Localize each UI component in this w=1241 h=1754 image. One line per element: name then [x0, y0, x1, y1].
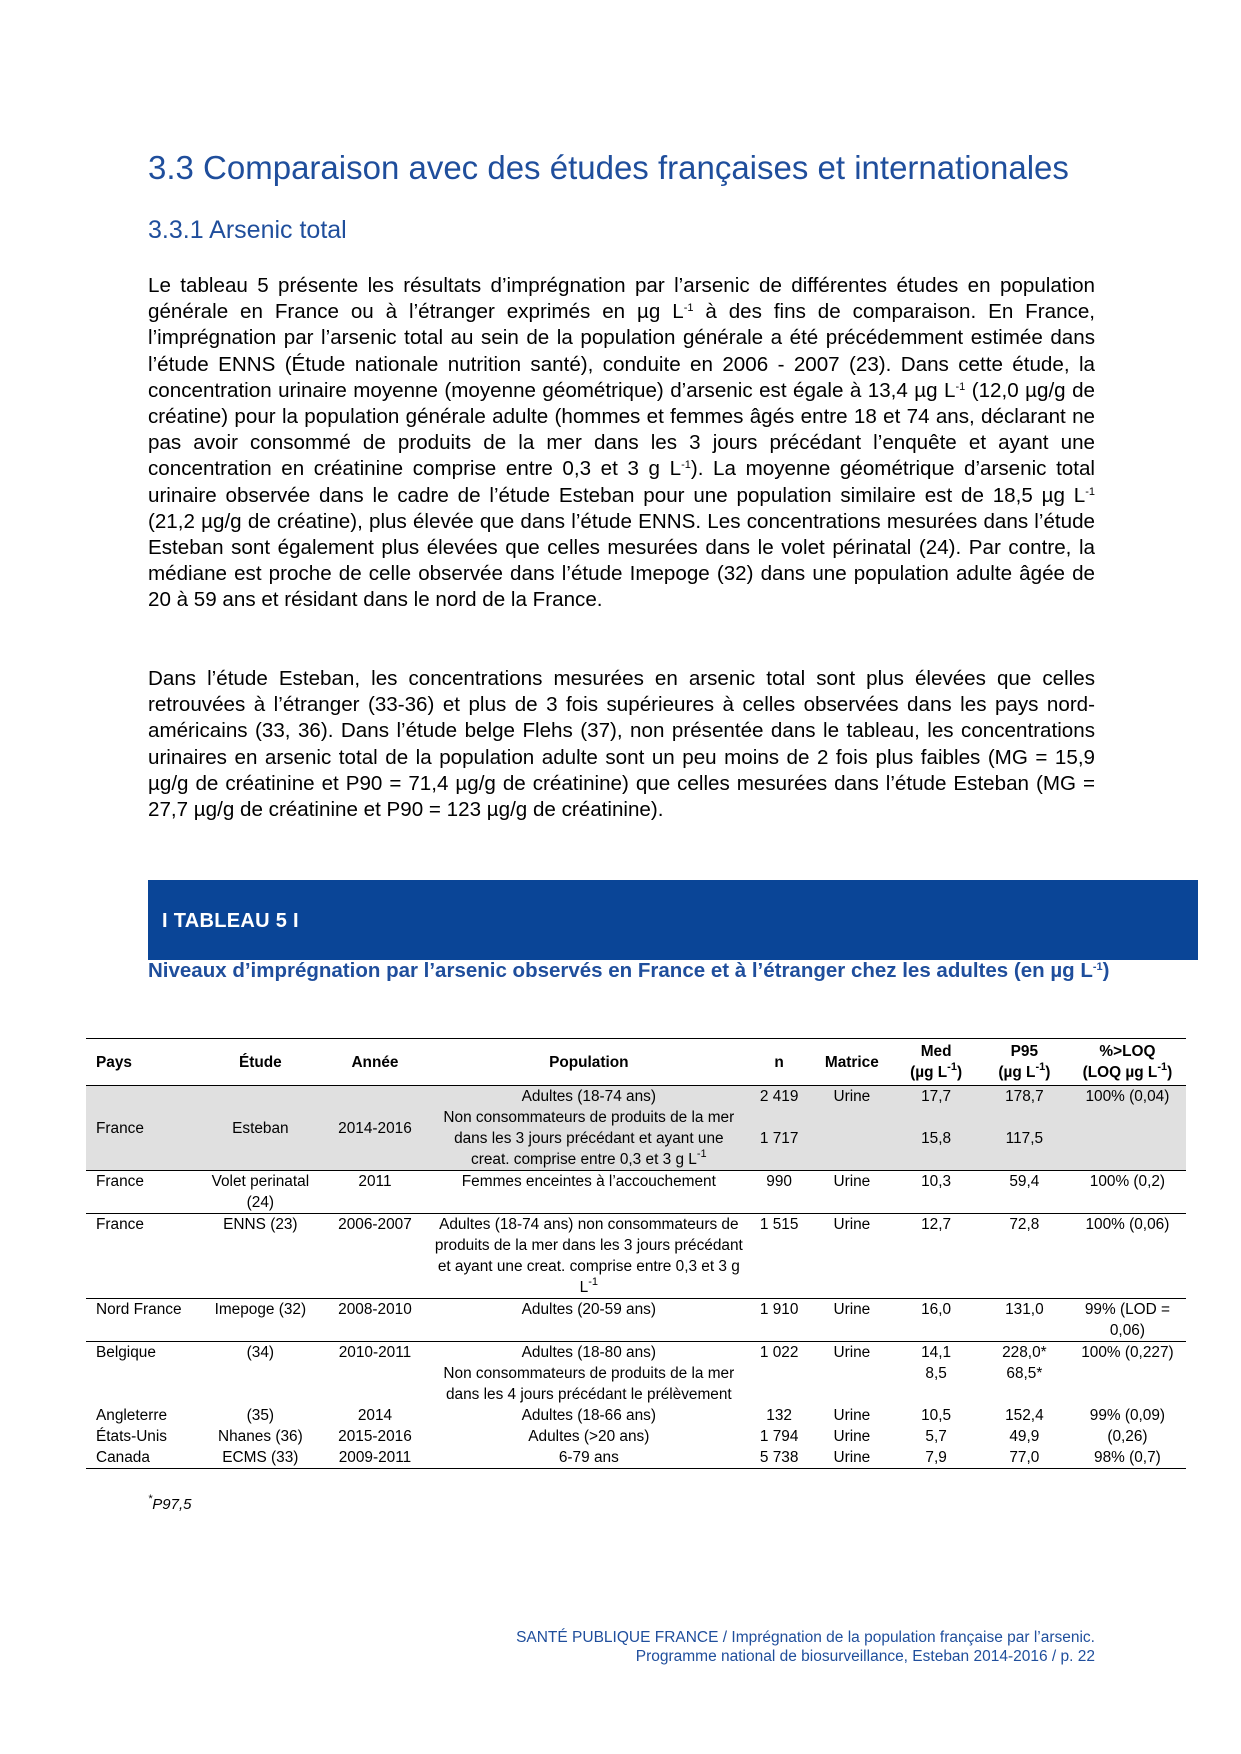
table-row [86, 1299, 1186, 1342]
table-row [86, 1447, 1186, 1469]
cell-matrice: Urine [811, 1447, 892, 1469]
cell-loq: 100% (0,04) [1069, 1086, 1186, 1108]
page-footer [516, 1628, 1095, 1666]
cell-loq: 100% (0,227) [1069, 1342, 1186, 1406]
loq-unit: (LOQ µg L [1082, 1064, 1158, 1081]
p95-unit: (µg L [998, 1064, 1036, 1081]
p1-text-2: à des fins de comparaison. En France, l’imprégnation par l’arsenic total au sein de la population générale a été précédemment estimée dans l’étude ENNS (Étude nationale nutrition santé), conduite en 2006 - 2007 (23). Dans cette étude, la concentration urinaire moyenne (moyenne géométrique) d’arsenic est égale à 13,4 µg L [148, 300, 1095, 402]
cell-annee: 2014 [357, 1407, 393, 1424]
cell-loq: 99% (0,09) [1089, 1407, 1166, 1424]
table-header-row [86, 1039, 1186, 1086]
cell-med: 17,7 [892, 1086, 980, 1108]
cell-p95: 131,0 [980, 1299, 1069, 1342]
cell-annee: 2009-2011 [319, 1447, 431, 1469]
cell-annee: 2015-2016 [338, 1428, 412, 1445]
cell-matrice [811, 1107, 892, 1171]
footnote-text: P97,5 [152, 1496, 192, 1513]
cell-med [892, 1342, 980, 1406]
cell-n: 1 794 [759, 1428, 799, 1445]
cell-annee: 2010-2011 [319, 1342, 431, 1406]
med-label: Med [920, 1043, 952, 1060]
table-banner-label: I TABLEAU 5 I [162, 910, 299, 932]
cell-population [431, 1214, 747, 1299]
table-title [148, 958, 1148, 984]
cell-p95: 49,9 [1009, 1428, 1040, 1445]
med-unit: (µg L [910, 1064, 948, 1081]
cell-loq: 99% (LOD = 0,06) [1069, 1299, 1186, 1342]
cell-med: 10,3 [892, 1171, 980, 1214]
p95-unit-close: ) [1045, 1064, 1051, 1081]
p1-text-3: (12,0 µg/g de créatine) pour la population générale adulte (hommes et femmes âgés entre 18 et 74 ans, déclarant ne pas avoir consommé de produits de la mer dans les 3 jours précédant l’enquête et ayant une concentration en créatinine comprise entre 0,3 et 3 g L [148, 378, 1095, 481]
table-banner [148, 880, 1198, 960]
population-line-2: Non consommateurs de produits de la mer dans les 4 jours précédant le prélèvement [443, 1365, 735, 1403]
cell-n: 5 738 [747, 1447, 812, 1469]
results-table [86, 1038, 1186, 1469]
cell-p95: 59,4 [980, 1171, 1069, 1214]
cell-med: 12,7 [892, 1214, 980, 1299]
p95-label: P95 [1010, 1043, 1039, 1060]
cell-population: Femmes enceintes à l’accouchement [431, 1171, 747, 1214]
col-header-med [892, 1039, 980, 1086]
cell-annee: 2011 [319, 1171, 431, 1214]
cell-matrice: Urine [833, 1407, 871, 1424]
section-title: 3.3 Comparaison avec des études françaises et internationales [148, 149, 1069, 186]
col-header-etude: Étude [202, 1039, 320, 1086]
cell-med: 7,9 [892, 1447, 980, 1469]
p1-sup-1: -1 [683, 302, 694, 315]
cell-n: 990 [747, 1171, 812, 1214]
cell-n: 1 515 [747, 1214, 812, 1299]
cell-annee: 2006-2007 [319, 1214, 431, 1299]
cell-population: 6-79 ans [431, 1447, 747, 1469]
footer-line-1: SANTÉ PUBLIQUE FRANCE / Imprégnation de la population française par l’arsenic. [516, 1629, 1095, 1646]
cell-pays: Angleterre [96, 1407, 168, 1424]
p1-text-4: ). La moyenne géométrique d’arsenic total urinaire observée dans le cadre de l’étude Esteban pour une population similaire est de 18,5 µg L [148, 457, 1095, 507]
cell-population: Adultes (18-66 ans) [521, 1407, 656, 1424]
cell-p95: 117,5 [980, 1107, 1069, 1171]
col-header-p95 [980, 1039, 1069, 1086]
paragraph-2: Dans l’étude Esteban, les concentrations mesurées en arsenic total sont plus élevées que celles retrouvées à l’étranger (33-36) et plus de 3 fois supérieures à celles observées dans les pays nord-américains (33, 36). Dans l’étude belge Flehs (37), non présentée dans le tableau, les concentrations urinaires en arsenic total de la population adulte sont un peu moins de 2 fois plus faibles (MG = 15,9 µg/g de créatinine et P90 = 71,4 µg/g de créatinine) que celles mesurées dans l’étude Esteban (MG = 27,7 µg/g de créatinine et P90 = 123 µg/g de créatinine). [148, 667, 1095, 822]
cell-pays: Nord France [86, 1299, 202, 1342]
cell-etude: Imepoge (32) [202, 1299, 320, 1342]
col-header-matrice: Matrice [811, 1039, 892, 1086]
footer-line-2: Programme national de biosurveillance, Esteban 2014-2016 / p. 22 [635, 1648, 1095, 1665]
cell-etude: (34) [202, 1342, 320, 1406]
cell-n: 1 910 [747, 1299, 812, 1342]
p1-text-5: (21,2 µg/g de créatine), plus élevée que dans l’étude ENNS. Les concentrations mesurées dans l’étude Esteban sont également plus élevées que celles mesurées dans le volet périnatal (24). Par contre, la médiane est proche de celle observée dans l’étude Imepoge (32) dans une population adulte âgée de 20 à 59 ans et résidant dans le nord de la France. [148, 509, 1095, 612]
loq-unit-close: ) [1167, 1064, 1173, 1081]
cell-med: 16,0 [892, 1299, 980, 1342]
cell-matrice: Urine [811, 1214, 892, 1299]
cell-p95: 178,7 [980, 1086, 1069, 1108]
cell-etude: Nhanes (36) [218, 1428, 303, 1445]
p95-line-1: 228,0* [1002, 1344, 1047, 1361]
med-line-1: 14,1 [921, 1344, 952, 1361]
cell-matrice: Urine [811, 1299, 892, 1342]
cell-loq: 100% (0,06) [1069, 1214, 1186, 1299]
cell-matrice: Urine [811, 1342, 892, 1406]
col-header-n: n [747, 1039, 812, 1086]
cell-n: 2 419 [747, 1086, 812, 1108]
table-row [86, 1342, 1186, 1406]
population-sup: -1 [696, 1148, 707, 1160]
cell-p95 [980, 1342, 1069, 1406]
paragraph-1 [148, 273, 1095, 614]
cell-pays: Canada [86, 1447, 202, 1469]
cell-matrice: Urine [833, 1428, 871, 1445]
cell-population: Adultes (20-59 ans) [431, 1299, 747, 1342]
population-text: Non consommateurs de produits de la mer dans les 3 jours précédant et ayant une creat. comprise entre 0,3 et 3 g L [443, 1109, 735, 1168]
p95-line-2: 68,5* [1006, 1365, 1043, 1382]
cell-etude: ENNS (23) [202, 1214, 320, 1299]
cell-pays: France [86, 1214, 202, 1299]
med-unit-sup: -1 [947, 1061, 957, 1073]
p1-sup-2: -1 [955, 380, 966, 393]
cell-n: 1 717 [747, 1107, 812, 1171]
cell-etude: (35) [246, 1407, 275, 1424]
cell-n: 1 022 [747, 1342, 812, 1406]
table-row [86, 1405, 1186, 1426]
cell-annee: 2014-2016 [319, 1086, 431, 1171]
p1-sup-4: -1 [1085, 485, 1095, 498]
col-header-pays: Pays [86, 1039, 202, 1086]
cell-loq: (0,26) [1107, 1428, 1148, 1445]
cell-med: 15,8 [892, 1107, 980, 1171]
cell-pays: France [86, 1086, 202, 1171]
cell-population [431, 1342, 747, 1406]
cell-pays: Belgique [86, 1342, 202, 1406]
table-title-end: ) [1102, 959, 1110, 982]
cell-loq: 100% (0,2) [1069, 1171, 1186, 1214]
cell-p95: 77,0 [980, 1447, 1069, 1469]
cell-population: Adultes (>20 ans) [528, 1428, 650, 1445]
cell-loq [1069, 1107, 1186, 1171]
p1-text-1: Le tableau 5 présente les résultats d’imprégnation par l’arsenic de différentes études en population générale en France ou à l’étranger exprimés en µg L [148, 274, 1095, 324]
col-header-population: Population [431, 1039, 747, 1086]
table-row [86, 1086, 1186, 1108]
cell-p95: 152,4 [1005, 1407, 1044, 1424]
table-footnote [148, 1493, 192, 1513]
cell-loq: 98% (0,7) [1069, 1447, 1186, 1469]
cell-population: Adultes (18-74 ans) [431, 1086, 747, 1108]
population-text: Adultes (18-74 ans) non consommateurs de produits de la mer dans les 3 jours précédant et ayant une creat. comprise entre 0,3 et 3 g L [434, 1216, 743, 1296]
cell-annee: 2008-2010 [319, 1299, 431, 1342]
table-title-sup: -1 [1092, 961, 1103, 973]
loq-label: %>LOQ [1099, 1043, 1156, 1060]
table-title-text: Niveaux d’imprégnation par l’arsenic observés en France et à l’étranger chez les adultes (en µg L [148, 959, 1093, 982]
cell-p95: 72,8 [980, 1214, 1069, 1299]
cell-med: 10,5 [921, 1407, 952, 1424]
footnote-sup: * [148, 1493, 153, 1505]
cell-matrice: Urine [811, 1086, 892, 1108]
subsection-title: 3.3.1 Arsenic total [148, 216, 347, 244]
table-row [86, 1171, 1186, 1214]
cell-etude: Volet perinatal (24) [202, 1171, 320, 1214]
col-header-annee: Année [319, 1039, 431, 1086]
cell-etude: Esteban [202, 1086, 320, 1171]
med-unit-close: ) [956, 1064, 963, 1081]
population-sup: -1 [588, 1276, 598, 1288]
p95-unit-sup: -1 [1035, 1061, 1046, 1073]
loq-unit-sup: -1 [1157, 1061, 1168, 1073]
cell-n: 132 [766, 1407, 792, 1424]
p1-sup-3: -1 [681, 459, 691, 472]
table-row [86, 1214, 1186, 1299]
table-row [86, 1426, 1186, 1447]
col-header-loq [1069, 1039, 1186, 1086]
cell-pays: France [86, 1171, 202, 1214]
cell-matrice: Urine [811, 1171, 892, 1214]
population-line-1: Adultes (18-80 ans) [521, 1344, 656, 1361]
cell-med: 5,7 [925, 1428, 947, 1445]
med-line-2: 8,5 [925, 1365, 947, 1382]
cell-etude: ECMS (33) [202, 1447, 320, 1469]
cell-pays: États-Unis [96, 1428, 167, 1445]
cell-population [431, 1107, 747, 1171]
